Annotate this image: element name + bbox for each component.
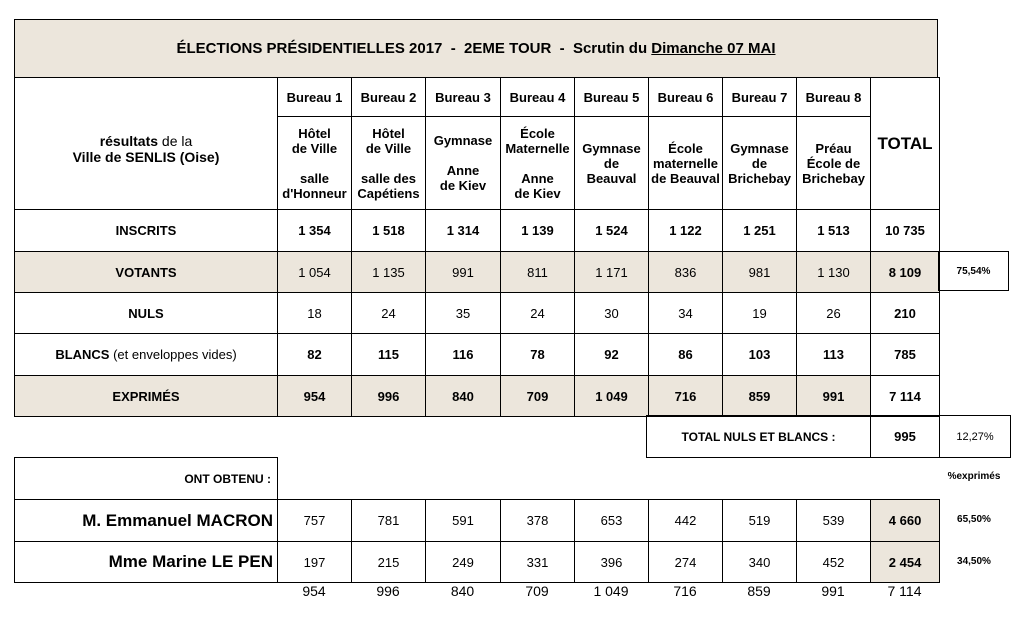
bureau-header: Bureau 1: [278, 78, 352, 117]
value-cell: 378: [501, 500, 575, 542]
value-cell: 836: [649, 252, 723, 293]
value-cell: 981: [723, 252, 797, 293]
row-blancs: [15, 334, 940, 376]
value-cell: 19: [723, 293, 797, 334]
candidate-row-macron: [15, 500, 940, 542]
sum-cell: 1 049: [593, 583, 629, 599]
sum-cell: 954: [302, 583, 326, 599]
results-table: [14, 77, 940, 417]
value-cell: 1 251: [723, 210, 797, 252]
value-cell: 1 171: [575, 252, 649, 293]
value-cell: 197: [278, 542, 352, 583]
sum-cell: 716: [673, 583, 697, 599]
votants-pct-box: [938, 251, 1009, 291]
value-cell: 442: [649, 500, 723, 542]
value-cell: 991: [797, 376, 871, 417]
candidates-table: [14, 457, 940, 583]
macron-pct: 65,50%: [957, 514, 991, 525]
row-label: VOTANTS: [15, 252, 278, 293]
votants-pct: 75,54%: [956, 265, 991, 277]
value-cell: 340: [723, 542, 797, 583]
value-cell: 103: [723, 334, 797, 376]
value-cell: 954: [278, 376, 352, 417]
value-cell: 215: [352, 542, 426, 583]
value-cell: 24: [501, 293, 575, 334]
row-label: EXPRIMÉS: [15, 376, 278, 417]
value-cell: 519: [723, 500, 797, 542]
value-cell: 249: [426, 542, 501, 583]
value-cell: 1 122: [649, 210, 723, 252]
value-cell: 92: [575, 334, 649, 376]
sum-cell: 859: [747, 583, 771, 599]
bureau-header: Bureau 8: [797, 78, 871, 117]
row-nuls: [15, 293, 940, 334]
bureau-header: Bureau 7: [723, 78, 797, 117]
total-header: TOTAL: [871, 78, 940, 210]
blank-header: [278, 458, 940, 500]
value-cell: 35: [426, 293, 501, 334]
value-cell: 1 054: [278, 252, 352, 293]
value-cell: 1 139: [501, 210, 575, 252]
row-label: BLANCS (et enveloppes vides): [15, 334, 278, 376]
candidate-name: M. Emmanuel MACRON: [15, 500, 278, 542]
bureau-header: Bureau 4: [501, 78, 575, 117]
pct-exprimes-header: %exprimés: [947, 471, 1001, 482]
value-cell: 452: [797, 542, 871, 583]
corner-cell: résultats de la Ville de SENLIS (Oise): [15, 78, 278, 210]
value-cell: 331: [501, 542, 575, 583]
total-cell: 8 109: [871, 252, 940, 293]
nuls-blancs-total: 995: [871, 416, 940, 458]
candidate-name: Mme Marine LE PEN: [15, 542, 278, 583]
sum-cell: 840: [450, 583, 475, 599]
sum-cell: 991: [821, 583, 845, 599]
value-cell: 781: [352, 500, 426, 542]
value-cell: 115: [352, 334, 426, 376]
bureau-location: École maternelle de Beauval: [649, 117, 723, 210]
sum-cell: 996: [376, 583, 400, 599]
bureau-location: Gymnase Anne de Kiev: [426, 117, 501, 210]
row-inscrits: [15, 210, 940, 252]
row-exprimes: [15, 376, 940, 417]
value-cell: 274: [649, 542, 723, 583]
value-cell: 757: [278, 500, 352, 542]
bureau-header: Bureau 5: [575, 78, 649, 117]
value-cell: 30: [575, 293, 649, 334]
lepen-pct: 34,50%: [957, 556, 991, 567]
value-cell: 539: [797, 500, 871, 542]
sum-cell: 709: [525, 583, 549, 599]
bureau-header: Bureau 6: [649, 78, 723, 117]
bureau-header: Bureau 2: [352, 78, 426, 117]
value-cell: 1 513: [797, 210, 871, 252]
bureau-location: Gymnase de Brichebay: [723, 117, 797, 210]
value-cell: 709: [501, 376, 575, 417]
value-cell: 1 130: [797, 252, 871, 293]
total-cell: 210: [871, 293, 940, 334]
bureau-location: Gymnase de Beauval: [575, 117, 649, 210]
total-cell: 2 454: [871, 542, 940, 583]
bureau-location: Hôtel de Ville salle des Capétiens: [352, 117, 426, 210]
value-cell: 996: [352, 376, 426, 417]
row-label: INSCRITS: [15, 210, 278, 252]
value-cell: 18: [278, 293, 352, 334]
value-cell: 113: [797, 334, 871, 376]
title-date: Dimanche 07 MAI: [651, 40, 776, 57]
candidate-row-lepen: [15, 542, 940, 583]
title-text: ÉLECTIONS PRÉSIDENTIELLES 2017 - 2EME TOUR - Scrutin du: [176, 40, 652, 57]
value-cell: 591: [426, 500, 501, 542]
title-banner: [14, 19, 938, 78]
value-cell: 1 314: [426, 210, 501, 252]
value-cell: 840: [426, 376, 501, 417]
value-cell: 1 049: [575, 376, 649, 417]
value-cell: 991: [426, 252, 501, 293]
total-cell: 4 660: [871, 500, 940, 542]
value-cell: 396: [575, 542, 649, 583]
value-cell: 78: [501, 334, 575, 376]
value-cell: 1 354: [278, 210, 352, 252]
ont-obtenu-label: ONT OBTENU :: [15, 458, 278, 500]
total-cell: 785: [871, 334, 940, 376]
value-cell: 859: [723, 376, 797, 417]
value-cell: 24: [352, 293, 426, 334]
total-cell: 10 735: [871, 210, 940, 252]
row-votants: [15, 252, 940, 293]
value-cell: 1 524: [575, 210, 649, 252]
bureau-location: Hôtel de Ville salle d'Honneur: [278, 117, 352, 210]
value-cell: 716: [649, 376, 723, 417]
value-cell: 34: [649, 293, 723, 334]
bureau-location: Préau École de Brichebay: [797, 117, 871, 210]
nuls-blancs-label: TOTAL NULS ET BLANCS :: [647, 416, 871, 458]
sum-row: [277, 583, 939, 601]
value-cell: 653: [575, 500, 649, 542]
total-cell: 7 114: [871, 376, 940, 417]
value-cell: 82: [278, 334, 352, 376]
value-cell: 1 135: [352, 252, 426, 293]
value-cell: 811: [501, 252, 575, 293]
nuls-blancs-pct: 12,27%: [940, 416, 1011, 458]
value-cell: 116: [426, 334, 501, 376]
bureau-location: École Maternelle Anne de Kiev: [501, 117, 575, 210]
value-cell: 1 518: [352, 210, 426, 252]
sum-total: 7 114: [887, 583, 922, 599]
value-cell: 26: [797, 293, 871, 334]
bureau-header: Bureau 3: [426, 78, 501, 117]
row-label: NULS: [15, 293, 278, 334]
nuls-blancs-table: [646, 415, 1011, 458]
value-cell: 86: [649, 334, 723, 376]
